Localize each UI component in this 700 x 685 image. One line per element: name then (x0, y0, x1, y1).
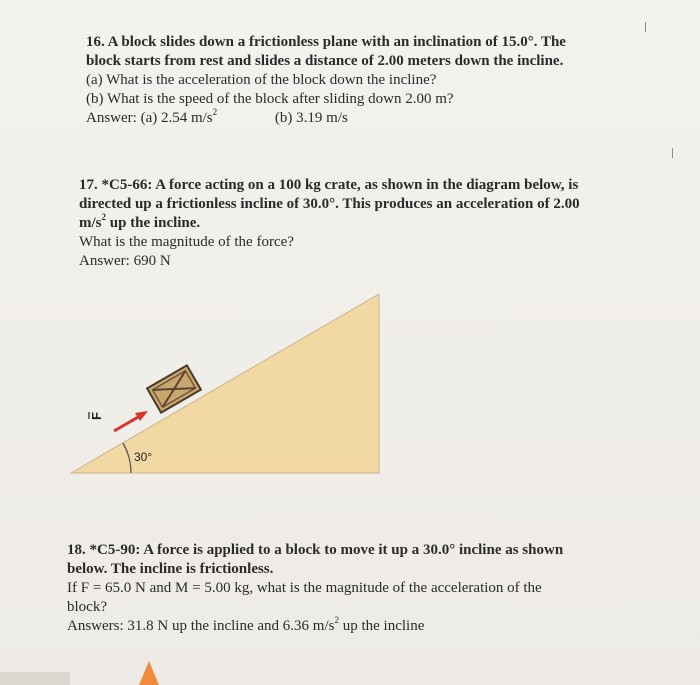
problem-16-question-a: (a) What is the acceleration of the block down the incline? (86, 72, 437, 88)
margin-tick-2 (672, 148, 673, 158)
problem-16-line-1: 16. A block slides down a frictionless plane with an inclination of 15.0°. The (86, 34, 566, 50)
problem-17-line-1: 17. *C5-66: A force acting on a 100 kg crate, as shown in the diagram below, is (79, 177, 579, 193)
problem-17-unit: m/s (79, 215, 102, 231)
problem-16-line-2: block starts from rest and slides a distance of 2.00 meters down the incline. (86, 53, 564, 69)
problem-17-line-2: directed up a frictionless incline of 30.0°. This produces an acceleration of 2.00 (79, 196, 580, 212)
force-label-text: F (89, 412, 104, 420)
incline-plane (71, 294, 379, 473)
next-diagram-fragment (135, 655, 175, 685)
problem-18-answers (67, 617, 563, 636)
problem-16-answer-a-exponent: 2 (212, 107, 218, 117)
angle-label: 30° (134, 450, 153, 464)
force-label (89, 412, 104, 420)
problem-18-answers-end: up the incline (338, 618, 425, 634)
problem-18-answers-exponent: 2 (334, 615, 339, 625)
problem-16-answer-b: (b) 3.19 m/s (274, 110, 348, 126)
incline-diagram (70, 292, 382, 476)
problem-18-line-3: If F = 65.0 N and M = 5.00 kg, what is the magnitude of the acceleration of the (67, 580, 542, 596)
problem-18-line-4: block? (67, 599, 107, 615)
problem-17-question: What is the magnitude of the force? (79, 234, 294, 250)
problem-18-line-1: 18. *C5-90: A force is applied to a block to move it up a 30.0° incline as shown (67, 542, 564, 558)
problem-17-line-3 (79, 214, 580, 233)
page-edge-shadow (0, 672, 70, 685)
problem-17 (79, 176, 580, 271)
margin-tick-1 (645, 22, 646, 32)
problem-17-unit-exponent: 2 (101, 212, 106, 222)
problem-16 (86, 33, 566, 128)
problem-16-answer-a: Answer: (a) 2.54 m/s (86, 110, 213, 126)
problem-17-line-3-end: up the incline. (106, 215, 201, 231)
problem-18 (67, 541, 563, 636)
problem-16-question-b: (b) What is the speed of the block after sliding down 2.00 m? (86, 91, 454, 107)
problem-18-line-2: below. The incline is frictionless. (67, 561, 274, 577)
problem-18-answers-start: Answers: 31.8 N up the incline and 6.36 m/s (67, 618, 335, 634)
problem-17-answer: Answer: 690 N (79, 253, 171, 269)
problem-16-answer (86, 109, 566, 128)
force-arrow (114, 411, 148, 431)
